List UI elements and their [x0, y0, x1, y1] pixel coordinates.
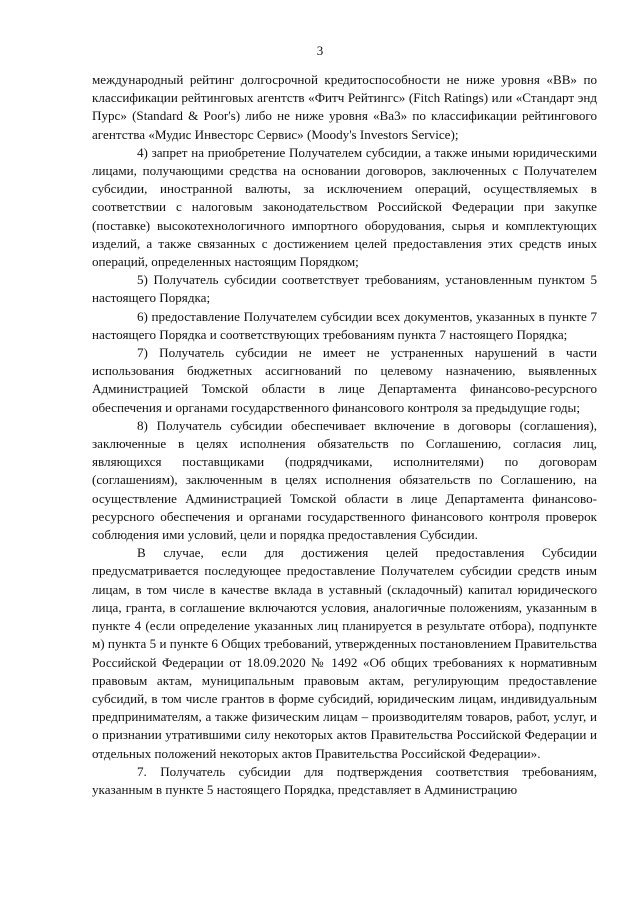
paragraph-rating-continuation: международный рейтинг долгосрочной кредитоспособности не ниже уровня «BB» по классификации рейтинговых агентств «Фитч Рейтингс» (Fitch Ratings) или «Стандарт энд Пурс» (Standard & Poor's) либо не ниже уровня «Ba3» по классификации рейтингового агентства «Мудис Инвесторс Сервис» (Moody's Investors Service); [92, 72, 597, 142]
document-body [92, 71, 597, 799]
paragraph-section-7: 7. Получатель субсидии для подтверждения соответствия требованиям, указанным в пункте 5 настоящего Порядка, представляет в Администрацию [92, 763, 597, 797]
paragraph-subsidy-transfer-conditions: В случае, если для достижения целей предоставления Субсидии предусматривается последующее предоставление Получателем субсидии средств иным лицам, в том числе в качестве вклада в уставный (складочный) капитал юридического лица, гранта, в соглашение включаются условия, аналогичные положениям, указанным в пункте 4 (если определение указанных лиц планируется в результате отбора), подпункте м) пункта 5 и пункте 6 Общих требований, утвержденных постановлением Правительства Российской Федерации от 18.09.2020 № 1492 «Об общих требованиях к нормативным правовым актам, муниципальным правовым актам, регулирующим предоставление субсидий, в том числе грантов в форме субсидий, юридическим лицам, индивидуальным предпринимателям, а также физическим лицам – производителям товаров, работ, услуг, и о признании утратившими силу некоторых актов Правительства Российской Федерации и отдельных положений некоторых актов Правительства Российской Федерации». [92, 545, 597, 761]
paragraph-item-6: 6) предоставление Получателем субсидии всех документов, указанных в пункте 7 настоящего Порядка и соответствующих требованиям пункта 7 настоящего Порядка; [92, 308, 597, 342]
paragraph-item-7: 7) Получатель субсидии не имеет не устраненных нарушений в части использования бюджетных ассигнований по целевому назначению, выявленных Администрацией Томской области в лице Департамента финансово-ресурсного обеспечения и органами государственного финансового контроля за предыдущие годы; [92, 345, 597, 415]
paragraph-item-4: 4) запрет на приобретение Получателем субсидии, а также иными юридическими лицами, получающими средства на основании договоров, заключенных с Получателем субсидии, иностранной валюты, за исключением операций, осуществляемых в соответствии с налоговым законодательством Российской Федерации при закупке (поставке) высокотехнологичного импортного оборудования, сырья и комплектующих изделий, а также связанных с достижением целей предоставления этих средств иных операций, определенных настоящим Порядком; [92, 144, 597, 270]
paragraph-item-5: 5) Получатель субсидии соответствует требованиям, установленным пунктом 5 настоящего Порядка; [92, 272, 597, 306]
page-number: 3 [316, 43, 324, 58]
paragraph-item-8: 8) Получатель субсидии обеспечивает включение в договоры (соглашения), заключенные в целях исполнения обязательств по Соглашению, согласия лиц, являющихся поставщиками (подрядчиками, исполнителями) по договорам (соглашениям), заключенным в целях исполнения обязательств по Соглашению, на осуществление Администрацией Томской области в лице Департамента финансово-ресурсного обеспечения и органами государственного финансового контроля проверок соблюдения ими условий, цели и порядка предоставления Субсидии. [92, 417, 597, 543]
